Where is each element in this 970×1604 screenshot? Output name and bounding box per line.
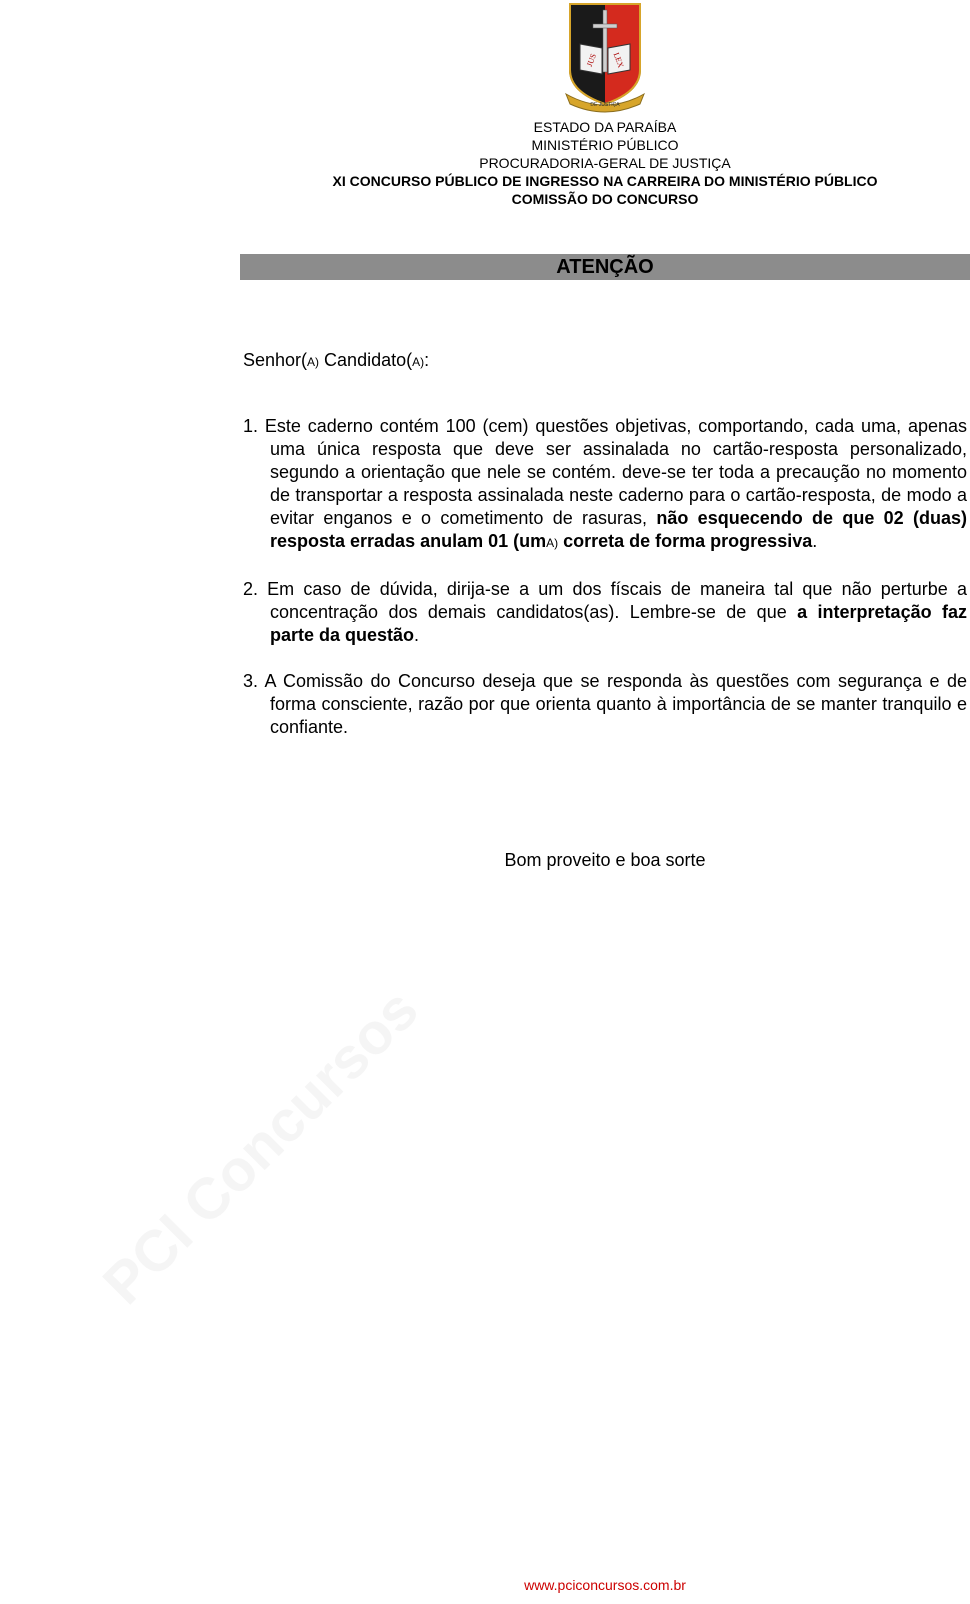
instruction-item-1 [243,415,967,555]
instruction-item-3 [243,670,967,739]
instruction-emphasis: não esquecendo de que 02 (duas) resposta erradas anulam 01 (um [270,508,967,551]
instruction-text: 2. Em caso de dúvida, dirija-se a um dos físcais de maneira tal que não perturbe a concentração dos demais candidatos(as). Lembre-se de que [243,579,967,622]
instruction-end: . [414,625,420,645]
footer-url[interactable] [240,1577,970,1593]
instruction-emphasis: correta de forma progressiva [558,531,813,551]
instruction-text: 3. A Comissão do Concurso deseja que se responda às questões com segurança e de forma consciente, razão por que orienta quanto à importância de se manter tranquilo e confiante. [243,671,967,737]
crest-emblem [562,0,648,116]
crest-book-left: JUS [584,52,598,68]
salutation [243,350,429,371]
closing-message: Bom proveito e boa sorte [504,850,706,870]
salutation-suffix: A) [412,355,425,369]
header-ministry: MINISTÉRIO PÚBLICO [531,137,679,153]
salutation-suffix: A) [307,355,320,369]
instructions-list [243,415,967,762]
attention-title: ATENÇÃO [556,256,654,278]
attention-banner [240,254,970,280]
instruction-emphasis: a interpretação faz parte da questão [270,602,967,645]
header-state: ESTADO DA PARAÍBA [533,119,677,135]
salutation-part: : [424,350,430,370]
instruction-item-2 [243,578,967,647]
instruction-suffix: A) [546,536,559,550]
document-header [240,118,970,208]
crest-book-right: LEX [611,51,626,70]
salutation-part: Candidato( [319,350,413,370]
footer-url-text[interactable]: www.pciconcursos.com.br [524,1577,686,1593]
header-commission: COMISSÃO DO CONCURSO [511,191,699,207]
watermark: PCI Concursos [90,976,431,1317]
salutation-part: Senhor( [243,350,308,370]
instruction-text: 1. Este caderno contém 100 (cem) questões objetivas, comportando, cada uma, apenas uma única resposta que deve ser assinalada no cartão-resposta personalizado, segundo a orientação que nele se contém. deve-se ter toda a precaução no momento de transportar a resposta assinalada neste caderno para o cartão-resposta, de modo a evitar enganos e o cometimento de rasuras, [243,416,967,528]
instruction-end: . [812,531,818,551]
crest-scroll-text: DE JUSTIÇA [590,102,620,108]
header-contest-title: XI CONCURSO PÚBLICO DE INGRESSO NA CARREIRA DO MINISTÉRIO PÚBLICO [332,173,878,189]
header-procuradoria: PROCURADORIA-GERAL DE JUSTIÇA [479,155,731,171]
